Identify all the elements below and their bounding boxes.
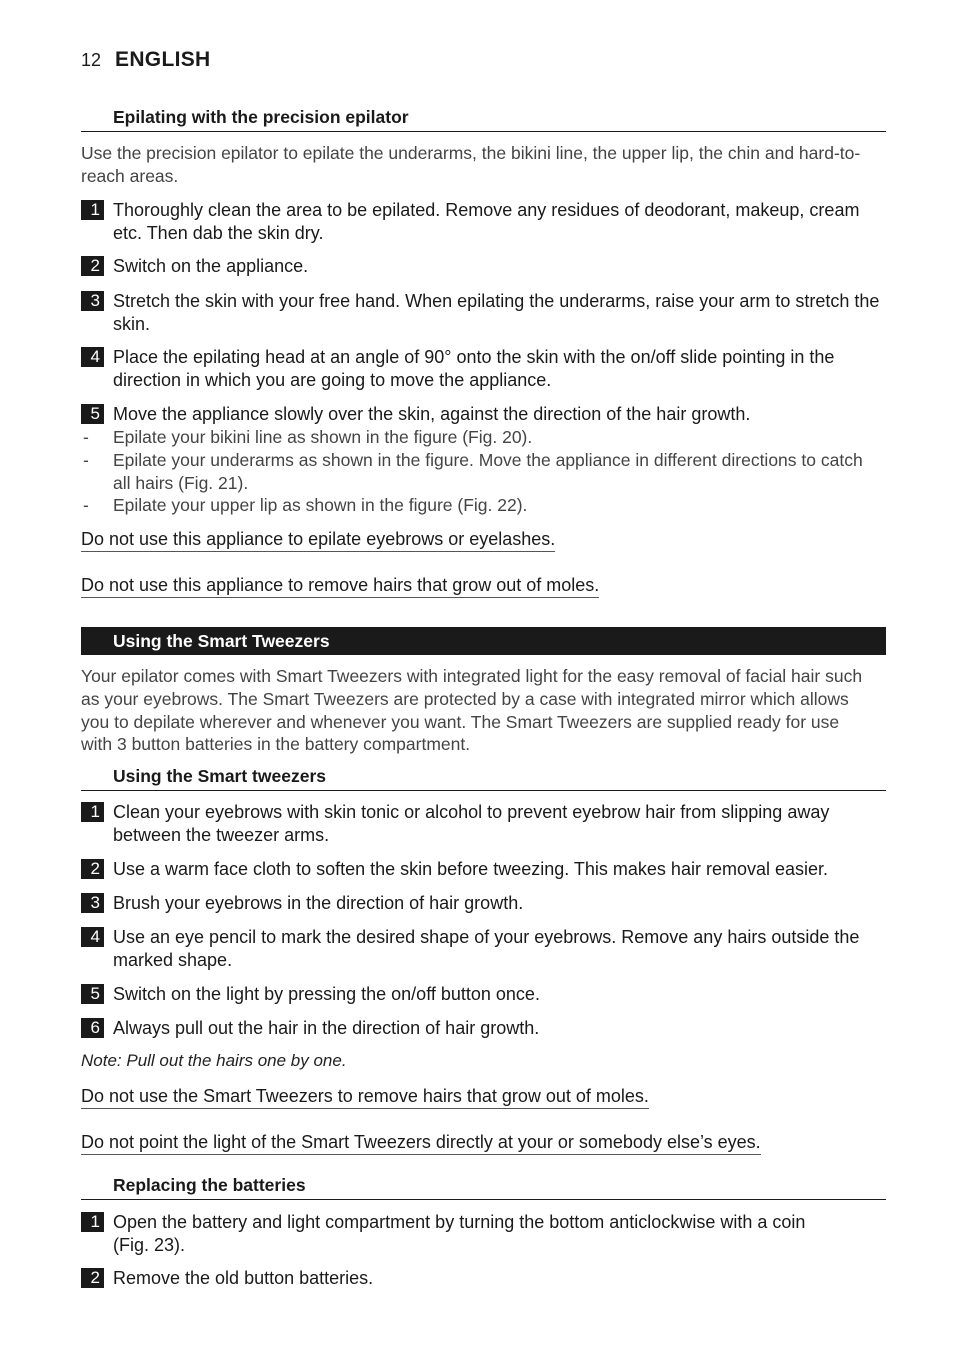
step-number: 4 [81, 347, 104, 367]
step-number: 2 [81, 1268, 104, 1288]
warning-text: Do not use this appliance to epilate eyebrows or eyelashes. [81, 528, 555, 552]
step-text: Brush your eyebrows in the direction of hair growth. [113, 893, 524, 913]
page-number: 12 [81, 50, 102, 70]
step-number: 2 [81, 859, 104, 879]
bullet-item: - Epilate your bikini line as shown in the figure (Fig. 20). [81, 426, 871, 449]
step-text: Always pull out the hair in the direction of hair growth. [113, 1018, 540, 1038]
subsection-heading-using-tweezers: Using the Smart tweezers [81, 766, 886, 791]
step-number: 6 [81, 1018, 104, 1038]
step-number: 1 [81, 1212, 104, 1232]
step-text: Remove the old button batteries. [113, 1268, 374, 1288]
step-number: 3 [81, 893, 104, 913]
step-number: 1 [81, 802, 104, 822]
step-item [81, 1267, 886, 1290]
step-item [81, 983, 886, 1006]
step-item [81, 858, 886, 881]
step-text: Use a warm face cloth to soften the skin before tweezing. This makes hair removal easier. [113, 859, 828, 879]
intro-paragraph: Use the precision epilator to epilate the underarms, the bikini line, the upper lip, the chin and hard-to-reach areas. [81, 143, 861, 186]
step-text: Move the appliance slowly over the skin, against the direction of the hair growth. [113, 404, 751, 424]
warning-text: Do not use this appliance to remove hairs that grow out of moles. [81, 574, 599, 598]
step-item [81, 892, 886, 915]
section-heading-precision-epilator: Epilating with the precision epilator [81, 107, 886, 132]
step-text: Stretch the skin with your free hand. When epilating the underarms, raise your arm to stretch the skin. [113, 291, 880, 334]
step-item [81, 1211, 841, 1257]
step-text: Place the epilating head at an angle of 90° onto the skin with the on/off slide pointing in the direction in which you are going to move the appliance. [113, 347, 835, 390]
step-text: Clean your eyebrows with skin tonic or alcohol to prevent eyebrow hair from slipping away between the tweezer arms. [113, 802, 830, 845]
step-text: Switch on the appliance. [113, 256, 309, 276]
bullet-item: - Epilate your underarms as shown in the figure. Move the appliance in different directions to catch all hairs (Fig. 21). [81, 449, 871, 495]
note-text: Note: Pull out the hairs one by one. [81, 1051, 347, 1070]
step-text: Open the battery and light compartment by turning the bottom anticlockwise with a coin (Fig. 23). [113, 1212, 806, 1255]
step-item [81, 801, 886, 847]
warning-text: Do not use the Smart Tweezers to remove hairs that grow out of moles. [81, 1085, 649, 1109]
bullet-item: - Epilate your upper lip as shown in the figure (Fig. 22). [81, 494, 871, 517]
step-item [81, 926, 886, 972]
page-header [81, 48, 210, 72]
subsection-heading-replacing-batteries: Replacing the batteries [81, 1175, 886, 1200]
step-item [81, 346, 886, 392]
section-heading-smart-tweezers: Using the Smart Tweezers [81, 627, 886, 655]
step-number: 1 [81, 200, 104, 220]
language-title: ENGLISH [115, 48, 211, 71]
bullet-text: Epilate your underarms as shown in the figure. Move the appliance in different directions to catch all hairs (Fig. 21). [113, 450, 863, 493]
bullet-text: Epilate your upper lip as shown in the figure (Fig. 22). [113, 495, 528, 515]
step-item [81, 1017, 886, 1040]
step-item [81, 199, 886, 245]
intro-paragraph: Your epilator comes with Smart Tweezers with integrated light for the easy removal of facial hair such as your eyebrows. The Smart Tweezers are protected by a case with integrated mirror which allows you to depilate wherever and whenever you want. The Smart Tweezers are supplied ready for use with 3 button batteries in the battery compartment. [81, 666, 863, 755]
step-text: Switch on the light by pressing the on/off button once. [113, 984, 540, 1004]
step-item [81, 290, 886, 336]
step-number: 5 [81, 984, 104, 1004]
step-number: 3 [81, 291, 104, 311]
warning-text: Do not point the light of the Smart Tweezers directly at your or somebody else’s eyes. [81, 1131, 761, 1155]
step-number: 2 [81, 256, 104, 276]
step-item [81, 403, 886, 426]
step-number: 4 [81, 927, 104, 947]
step-number: 5 [81, 404, 104, 424]
bullet-text: Epilate your bikini line as shown in the figure (Fig. 20). [113, 427, 533, 447]
step-text: Thoroughly clean the area to be epilated. Remove any residues of deodorant, makeup, cream etc. Then dab the skin dry. [113, 200, 860, 243]
step-text: Use an eye pencil to mark the desired shape of your eyebrows. Remove any hairs outside the marked shape. [113, 927, 860, 970]
step-item [81, 255, 886, 278]
